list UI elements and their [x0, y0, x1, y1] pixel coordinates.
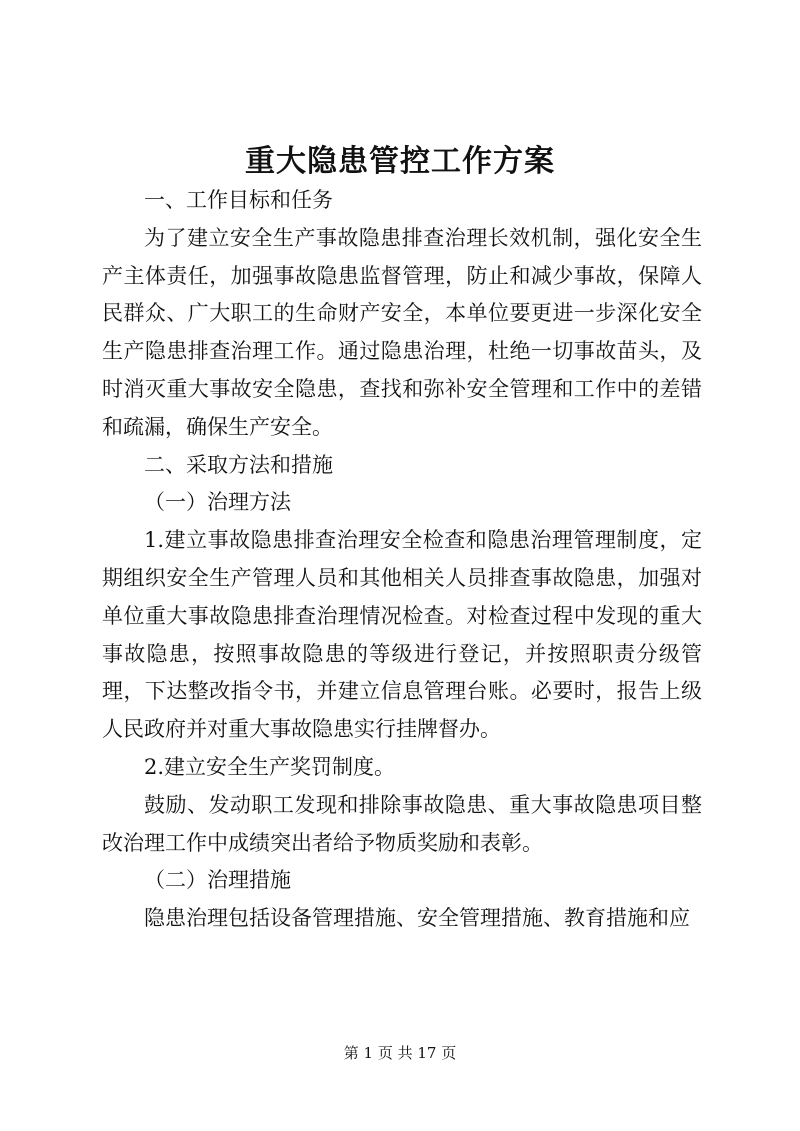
body-paragraph: 2.建立安全生产奖罚制度。	[144, 754, 396, 779]
section-heading: 二、采取方法和措施	[144, 452, 333, 477]
body-paragraph: 鼓励、发动职工发现和排除事故隐患、重大事故隐患项目整改治理工作中成绩突出者给予物质奖励和表彰。	[102, 792, 702, 855]
body-paragraph: 为了建立安全生产事故隐患排查治理长效机制，强化安全生产主体责任，加强事故隐患监督管理，防止和减少事故，保障人民群众、广大职工的生命财产安全，本单位要更进一步深化安全生产隐患排查治理工作。通过隐患治理，杜绝一切事故苗头，及时消灭重大事故安全隐患，查找和弥补安全管理和工作中的差错和疏漏，确保生产安全。	[102, 225, 702, 439]
subsection-heading: （二）治理措施	[144, 868, 291, 893]
body-paragraph: 1.建立事故隐患排查治理安全检查和隐患治理管理制度，定期组织安全生产管理人员和其他相关人员排查事故隐患，加强对单位重大事故隐患排查治理情况检查。对检查过程中发现的重大事故隐患，按照事故隐患的等级进行登记，并按照职责分级管理，下达整改指令书，并建立信息管理台账。必要时，报告上级人民政府并对重大事故隐患实行挂牌督办。	[102, 528, 702, 742]
body-paragraph: 隐患治理包括设备管理措施、安全管理措施、教育措施和应	[144, 906, 690, 931]
document-body	[102, 182, 702, 938]
section-heading: 一、工作目标和任务	[144, 188, 333, 212]
page-number-footer: 第 1 页 共 17 页	[343, 1044, 457, 1062]
document-title: 重大隐患管控工作方案	[245, 144, 555, 179]
subsection-heading: （一）治理方法	[144, 490, 291, 515]
